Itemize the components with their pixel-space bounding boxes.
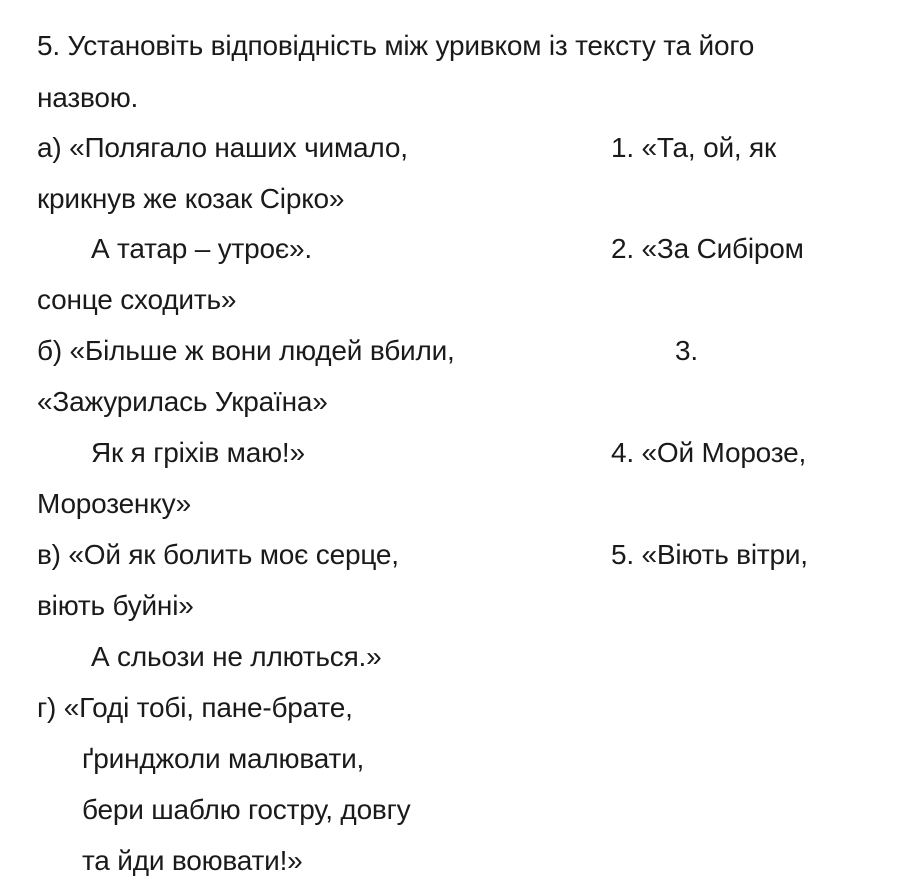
excerpt-a-line-1: а) «Полягало наших чимало, [37, 132, 408, 163]
task-title-line-1: 5. Установіть відповідність між уривком із тексту та його [37, 30, 755, 61]
excerpt-b-line-4: Морозенку» [37, 488, 192, 519]
excerpt-b-line-2: «Зажурилась Україна» [37, 386, 328, 417]
title-option-4: 4. «Ой Морозе, [611, 437, 807, 468]
excerpt-b-line-1: б) «Більше ж вони людей вбили, [37, 335, 455, 366]
excerpt-v-line-1: в) «Ой як болить моє серце, [37, 539, 399, 570]
excerpt-a-line-3: А татар – утроє». [91, 233, 312, 264]
excerpt-b-line-3: Як я гріхів маю!» [91, 437, 305, 468]
excerpt-g-line-4: та йди воювати!» [82, 845, 303, 876]
title-option-2: 2. «За Сибіром [611, 233, 804, 264]
title-option-1: 1. «Та, ой, як [611, 132, 777, 163]
excerpt-g-line-2: ґринджоли малювати, [82, 743, 365, 774]
title-option-3: 3. [675, 335, 698, 366]
excerpt-v-line-3: А сльози не ллються.» [91, 641, 382, 672]
title-option-5: 5. «Віють вітри, [611, 539, 808, 570]
excerpt-a-line-4: сонце сходить» [37, 284, 237, 315]
excerpt-a-line-2: крикнув же козак Сірко» [37, 183, 345, 214]
excerpt-v-line-2: віють буйні» [37, 590, 194, 621]
excerpt-g-line-3: бери шаблю гостру, довгу [82, 794, 411, 825]
task-title-line-2: назвою. [37, 82, 139, 113]
excerpt-g-line-1: г) «Годі тобі, пане-брате, [37, 692, 353, 723]
